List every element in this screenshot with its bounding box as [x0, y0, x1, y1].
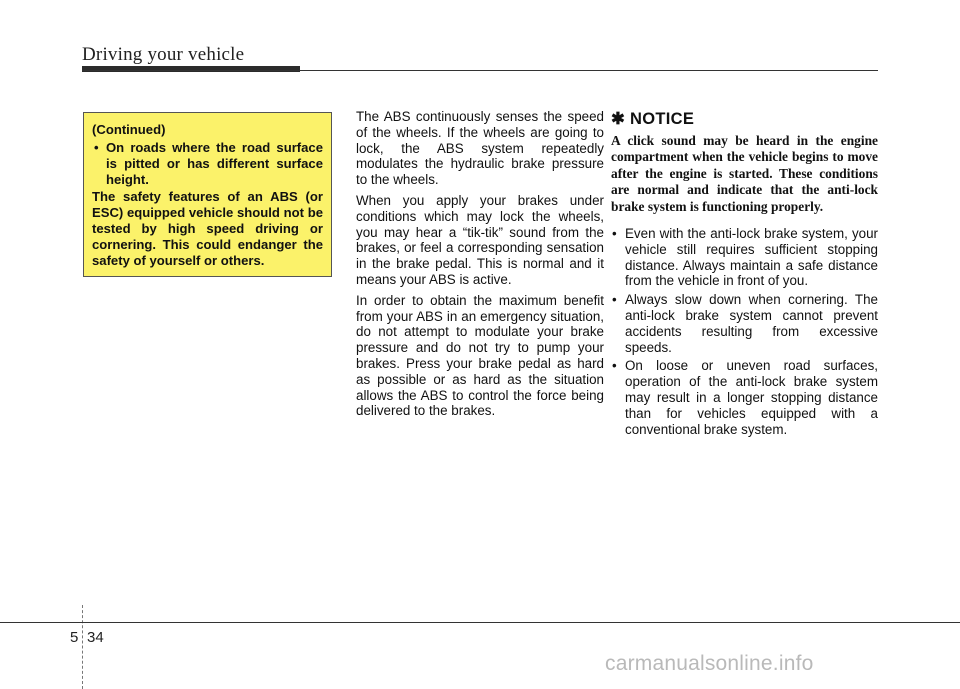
- footer-dashed-line: [82, 605, 83, 689]
- abs-description-column: [356, 109, 604, 424]
- warning-text: The safety features of an ABS (or ESC) equipped vehicle should not be tested by high speed driving or cornering. This could endanger the safety of yourself or others.: [92, 189, 323, 268]
- warning-continued: (Continued): [92, 122, 166, 137]
- notice-bullet: • Always slow down when cornering. The anti-lock brake system cannot prevent accidents resulting from excessive speeds.: [611, 292, 878, 355]
- watermark: carmanualsonline.info: [605, 652, 814, 675]
- header-rule: [82, 70, 878, 71]
- page-header-title: Driving your vehicle: [82, 44, 245, 65]
- abs-paragraph: The ABS continuously senses the speed of the wheels. If the wheels are going to lock, the ABS system repeatedly modulates the hydraulic brake pressure to the wheels.: [356, 109, 604, 188]
- warning-bullet: • On roads where the road surface is pitted or has different surface height.: [92, 140, 323, 188]
- chapter-number: 5: [70, 629, 79, 646]
- abs-paragraph: In order to obtain the maximum benefit from your ABS in an emergency situation, do not attempt to modulate your brake pressure and do not try to pump your brakes. Press your brake pedal as hard as possible or as hard as the situation allows the ABS to control the force being delivered to the brakes.: [356, 292, 604, 419]
- notice-title: ✱ NOTICE: [611, 110, 695, 128]
- notice-text: A click sound may be heard in the engine compartment when the vehicle begins to move after the engine is started. These conditions are normal and indicate that the anti-lock brake system is functioning properly.: [611, 133, 878, 214]
- page-number: 34: [87, 629, 104, 646]
- footer-rule: [0, 622, 960, 623]
- warning-box: [83, 112, 332, 277]
- abs-paragraph: When you apply your brakes under conditions which may lock the wheels, you may hear a “tik-tik” sound from the brakes, or feel a corresponding sensation in the brake pedal. This is normal and it means your ABS is active.: [356, 192, 604, 287]
- notice-column: [611, 109, 878, 440]
- notice-bullet: • On loose or uneven road surfaces, operation of the anti-lock brake system may result in a longer stopping distance than for vehicles equipped with a conventional brake system.: [611, 358, 878, 437]
- notice-bullet: • Even with the anti-lock brake system, your vehicle still requires sufficient stopping distance. Always maintain a safe distance from the vehicle in front of you.: [611, 226, 878, 289]
- header-rule-thick: [82, 66, 300, 72]
